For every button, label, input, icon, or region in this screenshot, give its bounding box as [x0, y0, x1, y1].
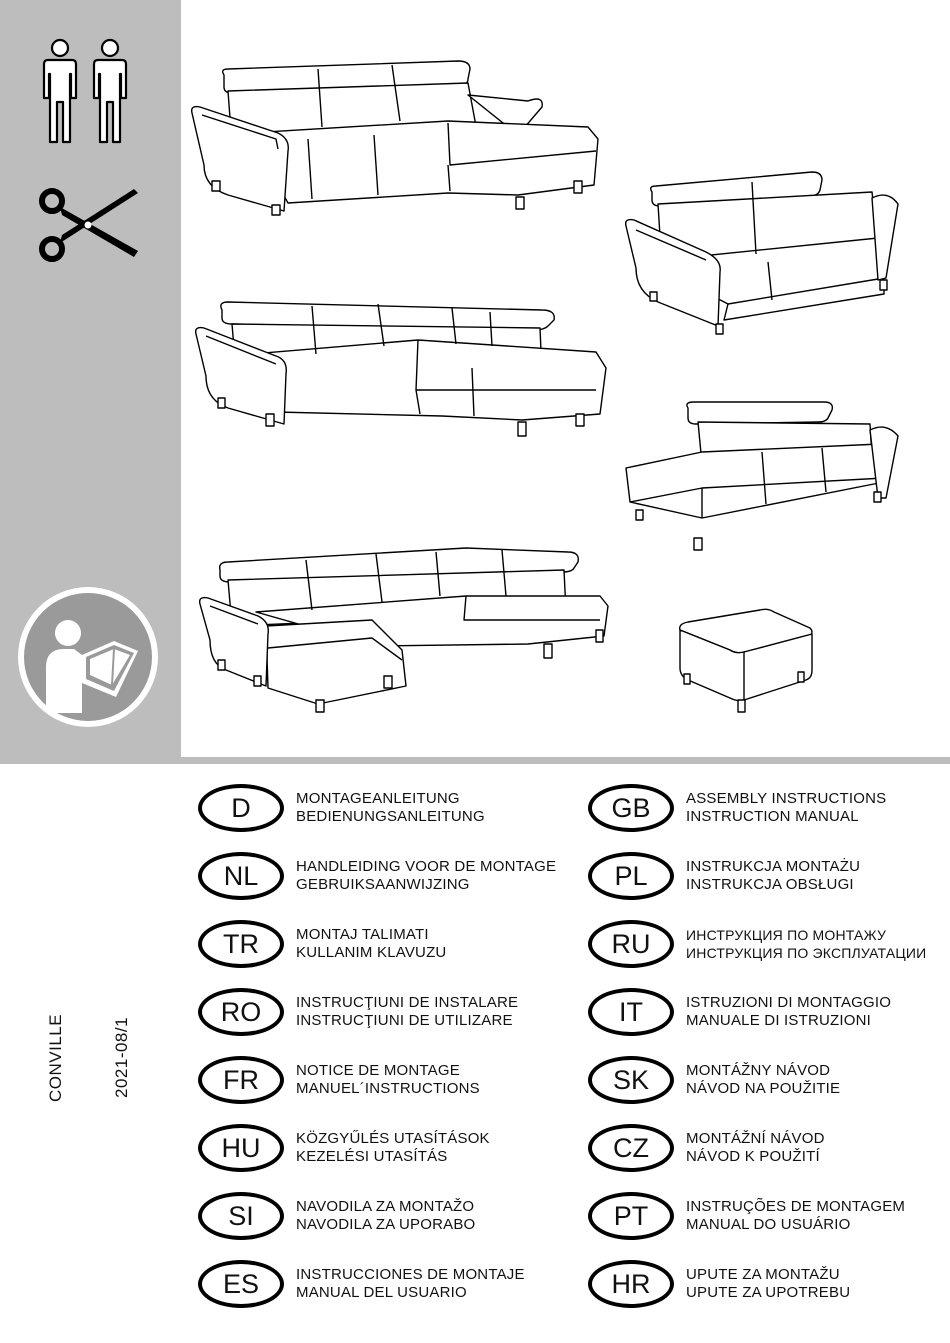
- language-row-sk: [588, 1056, 840, 1104]
- corner-sofa-drawing-2: [192, 290, 612, 440]
- model-name: CONVILLE: [46, 1013, 65, 1102]
- two-persons-icon: [36, 38, 136, 146]
- manual-title: MANUALE DI ISTRUZIONI: [686, 1012, 872, 1029]
- language-badge: SK: [588, 1056, 674, 1104]
- manual-title: MANUAL DEL USUARIO: [296, 1284, 467, 1301]
- language-description: [686, 858, 860, 894]
- manual-title: NÁVOD K POUŽITÍ: [686, 1148, 820, 1165]
- language-badge: RU: [588, 920, 674, 968]
- manual-title: BEDIENUNGSANLEITUNG: [296, 808, 485, 825]
- language-badge: PT: [588, 1192, 674, 1240]
- assembly-title: MONTÁŽNÍ NÁVOD: [686, 1130, 825, 1147]
- language-row-fr: [198, 1056, 480, 1104]
- manual-title: KULLANIM KLAVUZU: [296, 944, 447, 961]
- assembly-title: ИНСТРУКЦИЯ ПО МОНТАЖУ: [686, 927, 887, 943]
- language-badge: SI: [198, 1192, 284, 1240]
- assembly-title: ISTRUZIONI DI MONTAGGIO: [686, 994, 892, 1011]
- manual-title: NAVODILA ZA UPORABO: [296, 1216, 476, 1233]
- assembly-title: MONTAJ TALIMATI: [296, 926, 429, 943]
- assembly-title: MONTÁŽNY NÁVOD: [686, 1062, 831, 1079]
- assembly-title: INSTRUCŢIUNI DE INSTALARE: [296, 994, 519, 1011]
- language-description: [296, 1130, 490, 1166]
- assembly-title: INSTRUCCIONES DE MONTAJE: [296, 1266, 525, 1283]
- language-row-it: [588, 988, 891, 1036]
- language-description: [686, 1062, 840, 1098]
- language-description: [296, 1266, 525, 1302]
- language-badge: TR: [198, 920, 284, 968]
- manual-title: ИНСТРУКЦИЯ ПО ЭКСПЛУАТАЦИИ: [686, 945, 927, 961]
- language-description: [296, 790, 485, 826]
- language-badge: NL: [198, 852, 284, 900]
- manual-title: MANUAL DO USUÁRIO: [686, 1216, 851, 1233]
- manual-title: UPUTE ZA UPOTREBU: [686, 1284, 851, 1301]
- language-row-nl: [198, 852, 556, 900]
- language-row-tr: [198, 920, 446, 968]
- language-row-d: [198, 784, 485, 832]
- scissors-icon: [38, 185, 140, 265]
- language-row-hu: [198, 1124, 490, 1172]
- language-row-gb: [588, 784, 886, 832]
- language-description: [296, 858, 556, 894]
- assembly-title: NAVODILA ZA MONTAŽO: [296, 1198, 475, 1215]
- read-manual-icon: [16, 585, 160, 729]
- language-description: [296, 926, 446, 962]
- assembly-title: HANDLEIDING VOOR DE MONTAGE: [296, 858, 557, 875]
- manual-title: INSTRUCŢIUNI DE UTILIZARE: [296, 1012, 513, 1029]
- language-row-ro: [198, 988, 518, 1036]
- language-badge: D: [198, 784, 284, 832]
- language-badge: CZ: [588, 1124, 674, 1172]
- manual-title: NÁVOD NA POUŽITIE: [686, 1080, 841, 1097]
- assembly-title: NOTICE DE MONTAGE: [296, 1062, 460, 1079]
- u-shaped-sofa-drawing: [196, 540, 612, 715]
- language-row-cz: [588, 1124, 825, 1172]
- sidebar-lower: [0, 764, 181, 1343]
- manual-title: MANUEL´INSTRUCTIONS: [296, 1080, 480, 1097]
- three-seat-sofa-drawing: [622, 168, 904, 338]
- assembly-title: UPUTE ZA MONTAŽU: [686, 1266, 840, 1283]
- language-description: [686, 994, 891, 1030]
- language-row-pt: [588, 1192, 905, 1240]
- language-description: [686, 1198, 905, 1234]
- language-badge: FR: [198, 1056, 284, 1104]
- language-description: [686, 1266, 850, 1302]
- manual-title: KEZELÉSI UTASÍTÁS: [296, 1148, 448, 1165]
- language-description: [686, 1130, 825, 1166]
- language-description: [296, 994, 518, 1030]
- language-row-ru: [588, 920, 926, 968]
- language-description: [686, 790, 886, 826]
- language-badge: IT: [588, 988, 674, 1036]
- language-badge: HU: [198, 1124, 284, 1172]
- manual-title: INSTRUKCJA OBSŁUGI: [686, 876, 854, 893]
- assembly-title: ASSEMBLY INSTRUCTIONS: [686, 790, 887, 807]
- manual-title: GEBRUIKSAANWIJZING: [296, 876, 470, 893]
- language-row-si: [198, 1192, 475, 1240]
- corner-sofa-drawing-1: [188, 55, 608, 220]
- assembly-title: INSTRUÇÕES DE MONTAGEM: [686, 1198, 906, 1215]
- language-row-hr: [588, 1260, 850, 1308]
- language-badge: PL: [588, 852, 674, 900]
- manual-title: INSTRUCTION MANUAL: [686, 808, 859, 825]
- language-row-pl: [588, 852, 860, 900]
- language-badge: GB: [588, 784, 674, 832]
- language-description: [296, 1198, 475, 1234]
- sofa-with-ottoman-end-drawing: [622, 398, 906, 553]
- assembly-title: MONTAGEANLEITUNG: [296, 790, 460, 807]
- version-code: 2021-08/1: [112, 1016, 131, 1098]
- horizontal-divider: [0, 757, 950, 764]
- assembly-title: KÖZGYŰLÉS UTASÍTÁSOK: [296, 1130, 490, 1147]
- language-badge: RO: [198, 988, 284, 1036]
- assembly-title: INSTRUKCJA MONTAŻU: [686, 858, 861, 875]
- language-row-es: [198, 1260, 525, 1308]
- language-badge: ES: [198, 1260, 284, 1308]
- language-description: [686, 926, 926, 962]
- language-badge: HR: [588, 1260, 674, 1308]
- language-description: [296, 1062, 480, 1098]
- ottoman-drawing: [674, 606, 816, 716]
